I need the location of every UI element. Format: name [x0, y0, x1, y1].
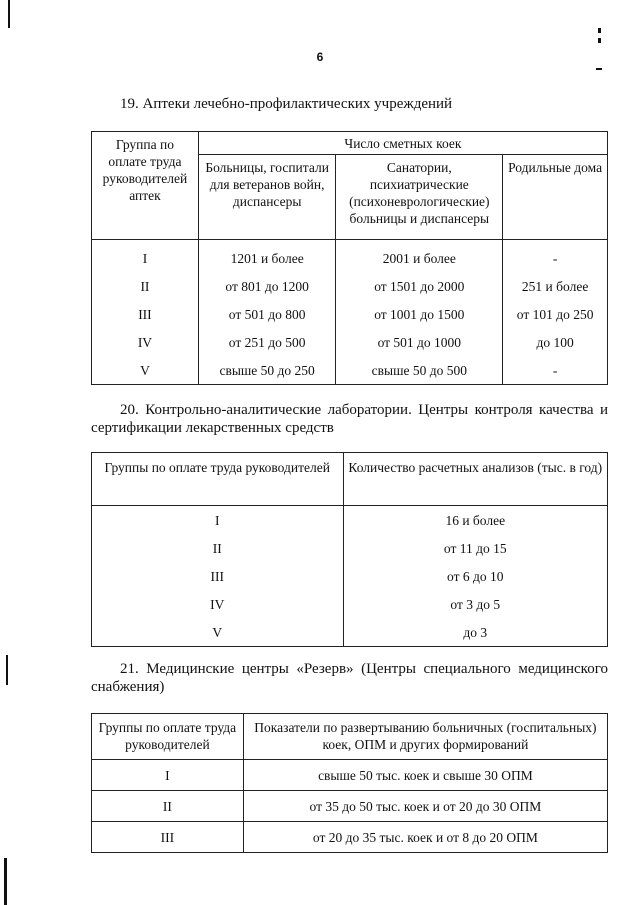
cell-value: 16 и более — [343, 506, 607, 535]
header-group: Группа по оплате труда руководителей аптек — [92, 132, 199, 240]
cell-maternity: от 101 до 250 — [503, 300, 608, 328]
cell-value: от 3 до 5 — [343, 590, 607, 618]
cell-sanatoria: от 1501 до 2000 — [336, 272, 503, 300]
right-margin-mark-1 — [598, 28, 601, 33]
table-row — [92, 791, 608, 822]
header-hospitals: Больницы, госпитали для ветеранов войн, диспансеры — [198, 155, 336, 240]
header-beds: Число сметных коек — [198, 132, 607, 155]
cell-value: от 11 до 15 — [343, 534, 607, 562]
cell-value: от 6 до 10 — [343, 562, 607, 590]
cell-value: от 20 до 35 тыс. коек и от 8 до 20 ОПМ — [243, 822, 607, 853]
table-row — [92, 562, 608, 590]
cell-hospitals: от 801 до 1200 — [198, 272, 336, 300]
table-row — [92, 506, 608, 535]
cell-group: II — [92, 791, 244, 822]
header-count: Количество расчетных анализов (тыс. в год) — [343, 453, 607, 506]
header-maternity: Родильные дома — [503, 155, 608, 240]
cell-group: IV — [92, 328, 199, 356]
left-margin-mark-mid — [6, 655, 8, 685]
cell-group: IV — [92, 590, 344, 618]
cell-group: III — [92, 822, 244, 853]
cell-hospitals: 1201 и более — [198, 240, 336, 273]
table-row — [92, 534, 608, 562]
cell-maternity: 251 и более — [503, 272, 608, 300]
header-group: Группы по оплате труда руководителей — [92, 714, 244, 760]
pharmacy-table — [91, 131, 608, 385]
cell-maternity: - — [503, 240, 608, 273]
cell-sanatoria: от 501 до 1000 — [336, 328, 503, 356]
cell-maternity: до 100 — [503, 328, 608, 356]
header-indicators: Показатели по развертыванию больничных (госпитальных) коек, ОПМ и других формирований — [243, 714, 607, 760]
cell-hospitals: свыше 50 до 250 — [198, 356, 336, 385]
header-sanatoria: Санатории, психиатрические (психоневрологические) больницы и диспансеры — [336, 155, 503, 240]
cell-group: II — [92, 534, 344, 562]
section19-title: 19. Аптеки лечебно-профилактических учреждений — [120, 96, 453, 112]
table-row — [92, 760, 608, 791]
page-number: 6 — [316, 50, 324, 64]
table-row — [92, 590, 608, 618]
cell-group: III — [92, 562, 344, 590]
left-margin-mark-bottom — [4, 858, 7, 905]
table-row — [92, 356, 608, 385]
cell-sanatoria: 2001 и более — [336, 240, 503, 273]
cell-maternity: - — [503, 356, 608, 385]
table-row — [92, 272, 608, 300]
laboratory-table — [91, 452, 608, 647]
cell-hospitals: от 501 до 800 — [198, 300, 336, 328]
reserve-centers-table — [91, 713, 608, 853]
table-row — [92, 328, 608, 356]
section21-title: 21. Медицинские центры «Резерв» (Центры специального медицинского снабжения) — [91, 661, 608, 695]
cell-sanatoria: от 1001 до 1500 — [336, 300, 503, 328]
cell-group: I — [92, 506, 344, 535]
cell-group: II — [92, 272, 199, 300]
cell-group: I — [92, 240, 199, 273]
cell-value: от 35 до 50 тыс. коек и от 20 до 30 ОПМ — [243, 791, 607, 822]
left-margin-mark-top — [8, 0, 10, 28]
header-group: Группы по оплате труда руководителей — [92, 453, 344, 506]
cell-value: свыше 50 тыс. коек и свыше 30 ОПМ — [243, 760, 607, 791]
right-margin-mark-3 — [596, 68, 602, 70]
cell-sanatoria: свыше 50 до 500 — [336, 356, 503, 385]
cell-value: до 3 — [343, 618, 607, 647]
right-margin-mark-2 — [598, 38, 601, 43]
table-row — [92, 618, 608, 647]
table-row — [92, 822, 608, 853]
cell-group: V — [92, 618, 344, 647]
cell-hospitals: от 251 до 500 — [198, 328, 336, 356]
cell-group: III — [92, 300, 199, 328]
cell-group: V — [92, 356, 199, 385]
table-row — [92, 240, 608, 273]
section20-title: 20. Контрольно-аналитические лаборатории. Центры контроля качества и сертификации лекарственных средств — [91, 402, 608, 436]
table-row — [92, 300, 608, 328]
cell-group: I — [92, 760, 244, 791]
